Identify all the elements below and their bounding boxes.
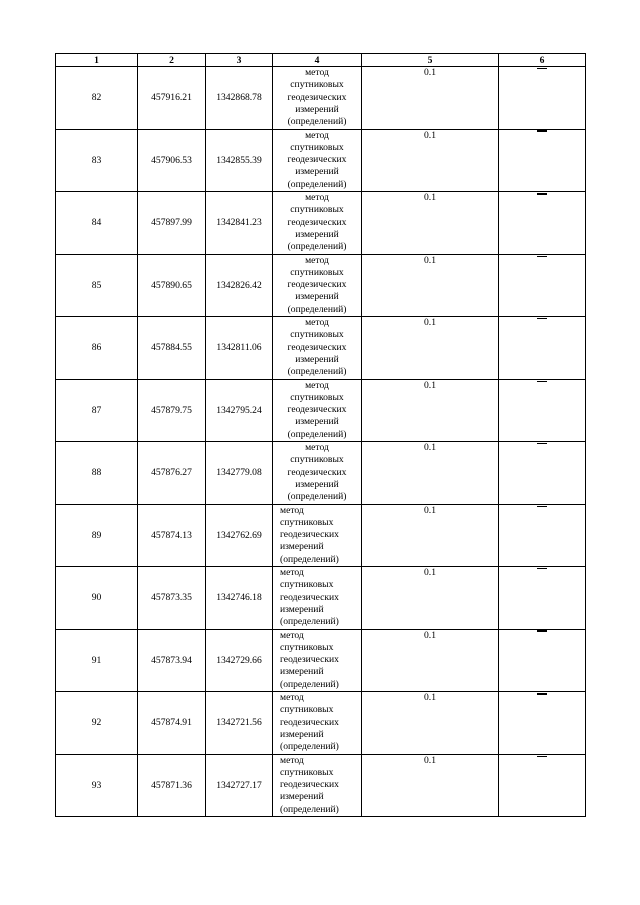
table-row xyxy=(56,254,586,317)
method-line: измерений xyxy=(280,728,324,740)
col-header-3: 3 xyxy=(206,54,273,67)
method-line: спутниковых xyxy=(290,266,344,278)
method-cell xyxy=(273,129,362,192)
dash-mark xyxy=(537,568,547,569)
method-line: измерений xyxy=(280,791,324,803)
method-cell xyxy=(273,67,362,130)
method-line: спутниковых xyxy=(290,329,344,341)
accuracy-cell: 0.1 xyxy=(362,567,499,630)
accuracy-cell: 0.1 xyxy=(362,504,499,567)
method-line: метод xyxy=(305,442,329,453)
table-row xyxy=(56,567,586,630)
dash-mark xyxy=(537,130,547,132)
table-row xyxy=(56,192,586,255)
method-cell xyxy=(273,442,362,505)
method-line: геодезических xyxy=(287,466,347,478)
method-line: метод xyxy=(280,504,304,516)
method-line: спутниковых xyxy=(290,141,344,153)
method-line: метод xyxy=(305,67,329,78)
point-number-cell: 86 xyxy=(56,317,138,380)
coordinates-table xyxy=(55,53,586,817)
table-row xyxy=(56,504,586,567)
col-header-2: 2 xyxy=(138,54,206,67)
dash-mark xyxy=(537,630,547,632)
method-cell xyxy=(273,754,362,817)
point-number-cell: 90 xyxy=(56,567,138,630)
accuracy-cell: 0.1 xyxy=(362,129,499,192)
method-line: спутниковых xyxy=(290,454,344,466)
method-line: (определений) xyxy=(287,303,347,315)
table-row xyxy=(56,317,586,380)
method-line: измерений xyxy=(295,228,339,240)
point-number-cell: 89 xyxy=(56,504,138,567)
note-cell xyxy=(499,692,586,755)
method-line: (определений) xyxy=(287,428,347,440)
table-row xyxy=(56,754,586,817)
point-number-cell: 87 xyxy=(56,379,138,442)
dash-mark xyxy=(537,381,547,382)
x-coordinate-cell: 457916.21 xyxy=(138,67,206,130)
dash-mark xyxy=(537,318,547,319)
dash-mark xyxy=(537,693,547,695)
method-line: (определений) xyxy=(287,241,347,253)
x-coordinate-cell: 457871.36 xyxy=(138,754,206,817)
x-coordinate-cell: 457884.55 xyxy=(138,317,206,380)
method-cell xyxy=(273,629,362,692)
method-line: измерений xyxy=(295,103,339,115)
col-header-1: 1 xyxy=(56,54,138,67)
accuracy-cell: 0.1 xyxy=(362,379,499,442)
dash-mark xyxy=(537,193,547,195)
method-line: спутниковых xyxy=(280,516,334,528)
accuracy-cell: 0.1 xyxy=(362,754,499,817)
x-coordinate-cell: 457897.99 xyxy=(138,192,206,255)
y-coordinate-cell: 1342762.69 xyxy=(206,504,273,567)
method-cell xyxy=(273,504,362,567)
x-coordinate-cell: 457876.27 xyxy=(138,442,206,505)
note-cell xyxy=(499,317,586,380)
x-coordinate-cell: 457873.94 xyxy=(138,629,206,692)
method-line: спутниковых xyxy=(280,579,334,591)
y-coordinate-cell: 1342841.23 xyxy=(206,192,273,255)
method-line: спутниковых xyxy=(290,391,344,403)
method-line: измерений xyxy=(280,541,324,553)
method-line: измерений xyxy=(295,478,339,490)
dash-mark xyxy=(537,756,547,757)
method-line: измерений xyxy=(295,416,339,428)
point-number-cell: 88 xyxy=(56,442,138,505)
method-line: измерений xyxy=(295,353,339,365)
accuracy-cell: 0.1 xyxy=(362,629,499,692)
method-line: измерений xyxy=(295,166,339,178)
method-line: спутниковых xyxy=(290,79,344,91)
accuracy-cell: 0.1 xyxy=(362,192,499,255)
method-line: (определений) xyxy=(287,178,347,190)
method-cell xyxy=(273,317,362,380)
method-cell xyxy=(273,692,362,755)
table-row xyxy=(56,692,586,755)
accuracy-cell: 0.1 xyxy=(362,317,499,380)
method-line: геодезических xyxy=(287,154,347,166)
method-line: геодезических xyxy=(287,404,347,416)
y-coordinate-cell: 1342826.42 xyxy=(206,254,273,317)
method-line: метод xyxy=(305,192,329,203)
table-row xyxy=(56,379,586,442)
y-coordinate-cell: 1342727.17 xyxy=(206,754,273,817)
method-line: спутниковых xyxy=(290,204,344,216)
method-line: (определений) xyxy=(280,678,339,690)
method-line: метод xyxy=(280,692,304,703)
note-cell xyxy=(499,629,586,692)
note-cell xyxy=(499,192,586,255)
y-coordinate-cell: 1342795.24 xyxy=(206,379,273,442)
note-cell xyxy=(499,379,586,442)
note-cell xyxy=(499,442,586,505)
method-line: спутниковых xyxy=(280,704,334,716)
method-line: спутниковых xyxy=(280,641,334,653)
x-coordinate-cell: 457879.75 xyxy=(138,379,206,442)
dash-mark xyxy=(537,256,547,257)
method-line: геодезических xyxy=(287,216,347,228)
dash-mark xyxy=(537,443,547,444)
dash-mark xyxy=(537,506,547,507)
method-line: геодезических xyxy=(280,779,339,791)
note-cell xyxy=(499,67,586,130)
dash-mark xyxy=(537,68,547,69)
x-coordinate-cell: 457906.53 xyxy=(138,129,206,192)
y-coordinate-cell: 1342729.66 xyxy=(206,629,273,692)
method-line: измерений xyxy=(295,291,339,303)
col-header-6: 6 xyxy=(499,54,586,67)
method-line: метод xyxy=(305,129,329,141)
method-cell xyxy=(273,379,362,442)
method-line: метод xyxy=(305,254,329,266)
x-coordinate-cell: 457874.13 xyxy=(138,504,206,567)
table-row xyxy=(56,129,586,192)
note-cell xyxy=(499,129,586,192)
table-row xyxy=(56,442,586,505)
method-line: (определений) xyxy=(280,803,339,815)
method-line: измерений xyxy=(280,666,324,678)
note-cell xyxy=(499,754,586,817)
method-line: геодезических xyxy=(280,529,339,541)
method-line: (определений) xyxy=(287,366,347,378)
point-number-cell: 82 xyxy=(56,67,138,130)
point-number-cell: 83 xyxy=(56,129,138,192)
x-coordinate-cell: 457890.65 xyxy=(138,254,206,317)
col-header-4: 4 xyxy=(273,54,362,67)
method-line: метод xyxy=(305,379,329,391)
method-line: геодезических xyxy=(287,341,347,353)
point-number-cell: 91 xyxy=(56,629,138,692)
method-line: (определений) xyxy=(287,491,347,503)
accuracy-cell: 0.1 xyxy=(362,254,499,317)
point-number-cell: 93 xyxy=(56,754,138,817)
method-line: геодезических xyxy=(287,279,347,291)
method-line: метод xyxy=(305,317,329,328)
x-coordinate-cell: 457873.35 xyxy=(138,567,206,630)
table-row xyxy=(56,629,586,692)
method-cell xyxy=(273,192,362,255)
method-line: измерений xyxy=(280,603,324,615)
y-coordinate-cell: 1342721.56 xyxy=(206,692,273,755)
note-cell xyxy=(499,567,586,630)
accuracy-cell: 0.1 xyxy=(362,442,499,505)
y-coordinate-cell: 1342855.39 xyxy=(206,129,273,192)
method-line: геодезических xyxy=(280,654,339,666)
y-coordinate-cell: 1342779.08 xyxy=(206,442,273,505)
y-coordinate-cell: 1342746.18 xyxy=(206,567,273,630)
note-cell xyxy=(499,254,586,317)
y-coordinate-cell: 1342868.78 xyxy=(206,67,273,130)
accuracy-cell: 0.1 xyxy=(362,67,499,130)
method-line: геодезических xyxy=(287,91,347,103)
method-line: (определений) xyxy=(280,616,339,628)
header-row xyxy=(56,54,586,67)
method-cell xyxy=(273,567,362,630)
accuracy-cell: 0.1 xyxy=(362,692,499,755)
method-line: геодезических xyxy=(280,591,339,603)
method-cell xyxy=(273,254,362,317)
col-header-5: 5 xyxy=(362,54,499,67)
point-number-cell: 84 xyxy=(56,192,138,255)
method-line: метод xyxy=(280,629,304,641)
method-line: (определений) xyxy=(287,116,347,128)
table-row xyxy=(56,67,586,130)
method-line: (определений) xyxy=(280,553,339,565)
y-coordinate-cell: 1342811.06 xyxy=(206,317,273,380)
point-number-cell: 85 xyxy=(56,254,138,317)
note-cell xyxy=(499,504,586,567)
method-line: (определений) xyxy=(280,741,339,753)
method-line: метод xyxy=(280,754,304,766)
point-number-cell: 92 xyxy=(56,692,138,755)
method-line: геодезических xyxy=(280,716,339,728)
x-coordinate-cell: 457874.91 xyxy=(138,692,206,755)
method-line: спутниковых xyxy=(280,766,334,778)
method-line: метод xyxy=(280,567,304,578)
